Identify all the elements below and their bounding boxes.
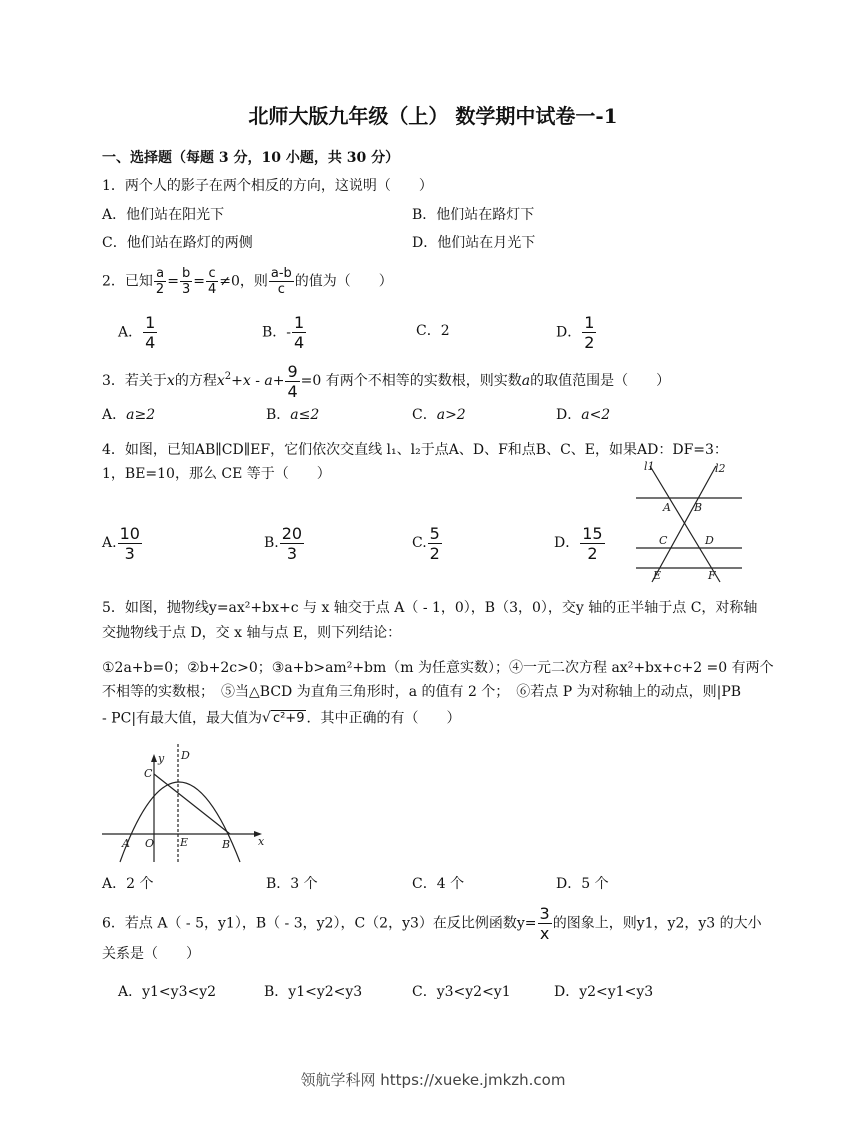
q2-stem: 2．已知 $\frac{a}{2}$ = $\frac{b}{3}$ = $\frac{c}{4}$ ≠0，则 $\frac{a-b}{c}$ 的值为（ ） [102,266,393,297]
q1-option-a: A．他们站在阳光下 [102,207,225,223]
q5-option-b: B．3 个 [266,876,318,892]
q5-stem-line2: 交抛物线于点 D，交 x 轴与点 E，则下列结论： [102,625,402,641]
q6-option-b: B．y1<y2<y3 [264,984,363,1000]
label-c: C [144,767,153,780]
q3-stem: 3．若关于x的方程$x^2+x - a+$ $\frac{9}{4}$ =0 有两个不相等的实数根，则实数a的取值范围是（ ） [102,361,671,401]
label-d: D [705,534,714,547]
q5-stem-line4: 不相等的实数根； ⑤当△BCD 为直角三角形时，a 的值有 2 个； ⑥若点 P 为对称轴上的动点，则|PB [102,684,742,700]
label-l1: l1 [644,460,655,473]
q4-option-b: B. $\frac{20}{3}$ [264,523,303,563]
y-axis-arrow [151,754,157,762]
q4-option-a: A. $\frac{10}{3}$ [102,523,140,563]
q4-stem-line2: 1，BE=10，那么 CE 等于（ ） [102,466,331,482]
footer-watermark: 领航学科网 https://xueke.jmkzh.com [300,1071,566,1089]
section-heading: 一、选择题（每题 3 分，10 小题，共 30 分） [102,150,400,166]
q1-stem: 1．两个人的影子在两个相反的方向，这说明（ ） [102,178,433,194]
page-title: 北师大版九年级（上） 数学期中试卷一-1 [248,104,618,128]
label-y: y [158,752,165,765]
label-a: A [122,837,130,850]
line-l1 [650,466,720,582]
label-b: B [694,501,703,514]
q3-option-c: C．a>2 [412,407,466,423]
q4-stem-line1: 4．如图，已知AB∥CD∥EF，它们依次交直线 l₁、l₂于点A、D、F和点B、C、E，如果AD：DF=3： [102,442,728,458]
q5-stem-line5: - PC|有最大值，最大值为√ c²+9 ．其中正确的有（ ） [102,710,461,727]
q3-option-a: A．a≥2 [102,407,156,423]
q5-option-d: D．5 个 [556,876,609,892]
segment-cb [154,774,230,834]
label-c: C [659,534,668,547]
q2-option-d: D． $\frac{1}{2}$ [556,313,595,352]
q5-option-c: C．4 个 [412,876,465,892]
q4-option-d: D． $\frac{15}{2}$ [554,523,603,563]
q6-option-d: D．y2<y1<y3 [554,984,654,1000]
label-f: F [708,569,716,582]
label-e: E [180,836,189,849]
q4-figure [632,458,747,586]
label-x: x [258,835,265,848]
q6-option-a: A．y1<y3<y2 [118,984,217,1000]
label-e: E [653,569,662,582]
q6-stem-line1: 6．若点 A（ - 5，y1），B（ - 3，y2），C（2，y3）在反比例函数y= $\frac{3}{x}$ 的图象上，则y1，y2，y3 的大小 [102,904,762,943]
q1-option-b: B．他们站在路灯下 [412,207,535,223]
label-l2: l2 [715,462,726,475]
label-a: A [663,501,671,514]
q5-figure [100,742,266,864]
q2-option-c: C．2 [416,323,450,339]
q6-option-c: C．y3<y2<y1 [412,984,511,1000]
q5-stem-line3: ①2a+b=0；②b+2c>0；③a+b>am²+bm（m 为任意实数）；④一元二次方程 ax²+bx+c+2 =0 有两个 [102,660,774,676]
q3-option-b: B．a≤2 [266,407,320,423]
q3-option-d: D．a<2 [556,407,611,423]
label-b: B [222,838,231,851]
q2-option-a: A． $\frac{1}{4}$ [118,313,156,352]
q5-stem-line1: 5．如图，抛物线y=ax²+bx+c 与 x 轴交于点 A（ - 1，0），B（3，0），交y 轴的正半轴于点 C，对称轴 [102,600,758,616]
q5-option-a: A．2 个 [102,876,154,892]
q4-option-c: C. $\frac{5}{2}$ [412,523,440,563]
label-o: O [145,837,155,850]
q6-stem-line2: 关系是（ ） [102,946,200,962]
q1-option-c: C．他们站在路灯的两侧 [102,235,253,251]
label-d: D [181,749,190,762]
line-l2 [652,466,716,582]
q2-option-b: B．- $\frac{1}{4}$ [262,313,305,352]
q1-option-d: D．他们站在月光下 [412,235,536,251]
